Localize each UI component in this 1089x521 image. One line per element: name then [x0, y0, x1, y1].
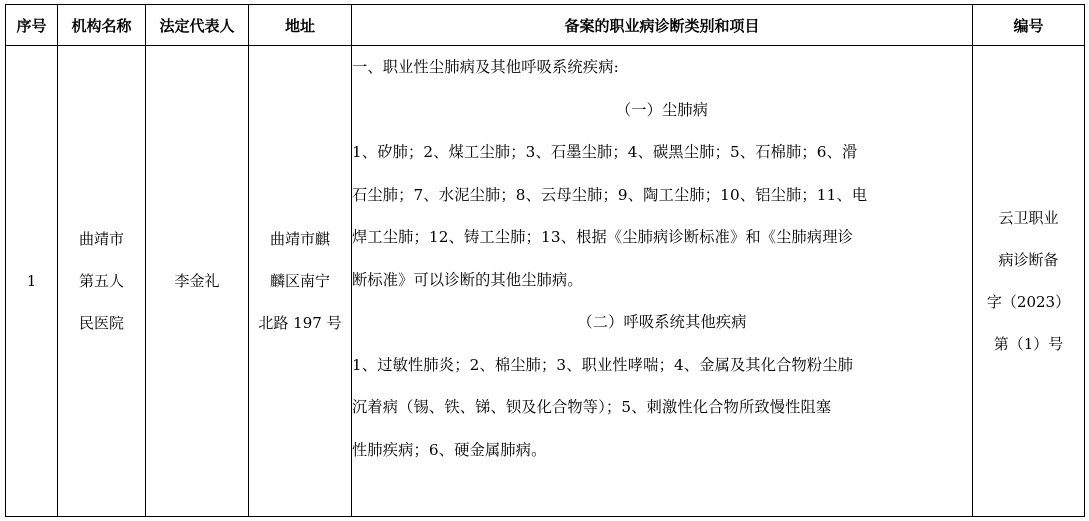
- category-subheading: （二）呼吸系统其他疾病: [577, 313, 747, 331]
- number-line: 第（1）号: [993, 335, 1064, 353]
- header-categories: 备案的职业病诊断类别和项目: [352, 5, 973, 46]
- cell-number: [973, 46, 1085, 517]
- table-row: [6, 46, 1085, 517]
- address-line: 麟区南宁: [269, 272, 330, 290]
- category-heading: 一、职业性尘肺病及其他呼吸系统疾病:: [352, 58, 619, 76]
- header-row: [6, 5, 1085, 46]
- cell-address: [249, 46, 352, 517]
- category-line: 断标准》可以诊断的其他尘肺病。: [352, 270, 583, 289]
- category-subheading: （一）尘肺病: [615, 100, 709, 119]
- cell-legal-rep: 李金礼: [146, 46, 249, 517]
- registration-table: [5, 4, 1085, 517]
- category-line: 石尘肺；7、水泥尘肺；8、云母尘肺；9、陶工尘肺；10、铝尘肺；11、电: [352, 185, 868, 204]
- category-line: 沉着病（锡、铁、锑、钡及化合物等）；5、刺激性化合物所致慢性阻塞: [352, 398, 832, 416]
- header-number: 编号: [973, 5, 1085, 46]
- number-line: 云卫职业: [998, 209, 1059, 227]
- category-line: 焊工尘肺；12、铸工尘肺；13、根据《尘肺病诊断标准》和《尘肺病理诊: [352, 228, 854, 246]
- header-org-name: 机构名称: [58, 5, 146, 46]
- header-legal-rep: 法定代表人: [146, 5, 249, 46]
- address-line: 北路 197 号: [258, 314, 342, 332]
- header-index: 序号: [6, 5, 58, 46]
- org-name-line: 民医院: [78, 314, 124, 332]
- address-line: 曲靖市麒: [269, 230, 330, 248]
- number-line: 病诊断备: [998, 251, 1059, 269]
- org-name-line: 第五人: [78, 272, 124, 290]
- category-line: 1、矽肺；2、煤工尘肺；3、石墨尘肺；4、碳黑尘肺；5、石棉肺；6、滑: [352, 143, 858, 161]
- header-address: 地址: [249, 5, 352, 46]
- org-name-line: 曲靖市: [78, 230, 124, 248]
- category-line: 1、过敏性肺炎；2、棉尘肺；3、职业性哮喘；4、金属及其化合物粉尘肺: [352, 355, 854, 374]
- category-line: 性肺疾病；6、硬金属肺病。: [352, 440, 547, 459]
- number-line: 字（2023）: [986, 293, 1071, 311]
- cell-index: 1: [6, 46, 58, 517]
- cell-org-name: [58, 46, 146, 517]
- cell-categories: [352, 46, 973, 517]
